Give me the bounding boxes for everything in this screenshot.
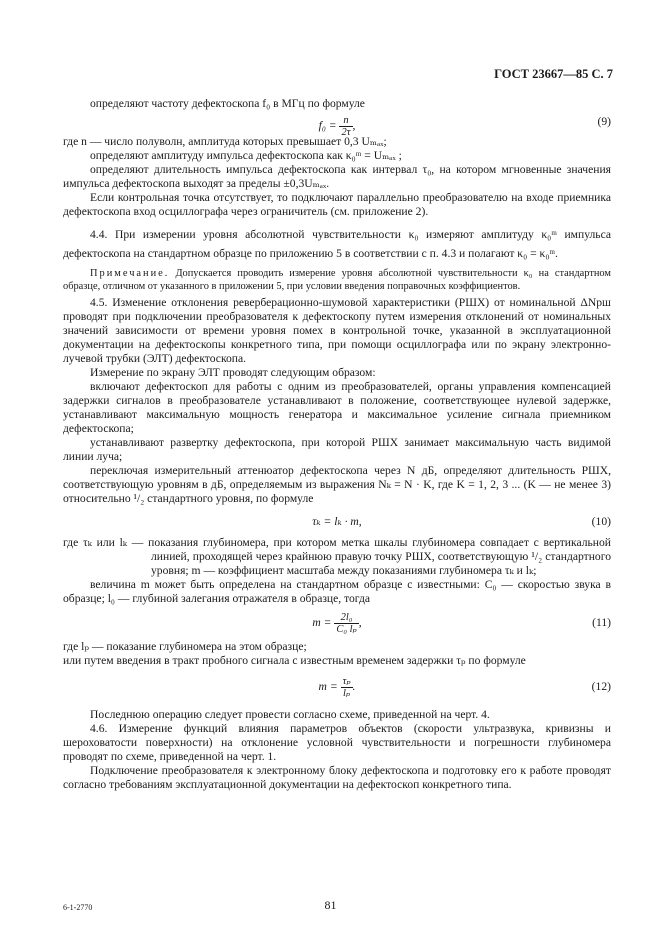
paragraph: переключая измерительный аттенюатор дефектоскопа через N дБ, определяют длительность РШХ, соответствующую уровням в дБ, определяемым из выражения Nₖ = N · K, где K = 1, 2, 3 ... (K — не менее 3) относительно ¹/₂ стандартного уровня, по формуле	[63, 464, 611, 505]
equation-9: f₀ = $\frac{n}{2\tau}$ , (9)	[318, 115, 611, 138]
equation-number: (11)	[592, 616, 611, 629]
paragraph: Последнюю операцию следует провести согласно схеме, приведенной на черт. 4.	[90, 708, 490, 721]
paragraph: включают дефектоскоп для работы с одним из преобразователей, органы управления компенсацией задержки сигналов в преобразователе устанавливают в положение, соответствующее нулевой задержке, устанавливают максимальную мощность генератора и максимальное усиление сигнала приемником дефектоскопа;	[63, 380, 611, 435]
paragraph: где τₖ или lₖ — показания глубиномера, при котором метка шкалы глубиномера совпадает с вертикальной линией, проходящей через крайнюю правую точку РШХ, соответствующую ¹/₂ стандартного уровня; m — коэффициент масштаба между показаниями глубиномера τₖ и lₖ;	[63, 536, 611, 577]
equation-number: (12)	[591, 680, 611, 693]
paragraph: где n — число полуволн, амплитуда которых превышает 0,3 Uₘₐₓ;	[63, 135, 387, 148]
paragraph: Если контрольная точка отсутствует, то подключают параллельно преобразователю на входе приемника дефектоскопа вход осциллографа через ограничитель (см. приложение 2).	[63, 191, 611, 218]
equation-number: (9)	[597, 115, 611, 128]
paragraph: 4.5. Изменение отклонения реверберационно-шумовой характеристики (РШХ) от номинальной ΔNрш проводят при подключении преобразователя к дефектоскопу путем измерения отклонений от номинальных значений зависимости от времени уровня помех в контрольной точке, указанной в эксплуатационной документации на дефектоскопы конкретного типа, при помощи осциллографа или по экрану электронно-лучевой трубки (ЭЛТ) дефектоскопа.	[63, 296, 611, 365]
paragraph: определяют частоту дефектоскопа f₀ в МГц по формуле	[90, 97, 365, 110]
paragraph: определяют амплитуду импульса дефектоскопа как κ₀ᵐ = Uₘₐₓ ;	[90, 149, 402, 162]
document-header: ГОСТ 23667—85 С. 7	[494, 67, 613, 81]
paragraph: Измерение по экрану ЭЛТ проводят следующим образом:	[90, 366, 376, 379]
equation-12: m = $\frac{\text{τₚ}}{\text{lₚ}}$ . (12)	[318, 676, 611, 699]
note: Примечание. Допускается проводить измерение уровня абсолютной чувствительности κ₀ на стандартном образце, отличном от указанного в приложении 5, при условии введения поправочных коэффициентов.	[63, 268, 611, 292]
paragraph: Подключение преобразователя к электронному блоку дефектоскопа и подготовку его к работе проводят согласно требованиям эксплуатационной документации на дефектоскоп конкретного типа.	[63, 764, 611, 791]
document-body	[63, 97, 611, 792]
paragraph: величина m может быть определена на стандартном образце с известными: C₀ — скоростью звука в образце; l₀ — глубиной залегания отражателя в образце, тогда	[63, 578, 611, 605]
paragraph: где lₚ — показание глубиномера на этом образце;	[63, 640, 307, 653]
equation-number: (10)	[591, 515, 611, 528]
paragraph: определяют длительность импульса дефектоскопа как интервал τ₀, на котором мгновенные значения импульса дефектоскопа выходят за пределы ±0,3Uₘₐₓ.	[63, 163, 611, 190]
equation-11: m = $\frac{\text{2l₀}}{\text{C₀ lₚ}}$ , (11)	[312, 612, 611, 635]
paragraph: 4.6. Измерение функций влияния параметров объектов (скорости ультразвука, кривизны и шероховатости поверхности) на отклонение условной чувствительности и погрешности глубиномера проводят по схеме, приведенной на черт. 1.	[63, 722, 611, 763]
equation-10: τₖ = lₖ · m, (10)	[312, 515, 611, 528]
paragraph: устанавливают развертку дефектоскопа, при которой РШХ занимает максимальную часть видимой линии луча;	[63, 436, 611, 463]
print-code: 6-1-2770	[63, 903, 93, 912]
page-number: 81	[324, 898, 337, 912]
paragraph: 4.4. При измерении уровня абсолютной чувствительности κ₀ измеряют амплитуду κ₀ᵐ импульса дефектоскопа на стандартном образце по приложению 5 в соответствии с п. 4.3 и полагают κ₀ = κ₀ᵐ.	[63, 228, 611, 260]
paragraph: или путем введения в тракт пробного сигнала с известным временем задержки τₚ по формуле	[63, 654, 526, 667]
